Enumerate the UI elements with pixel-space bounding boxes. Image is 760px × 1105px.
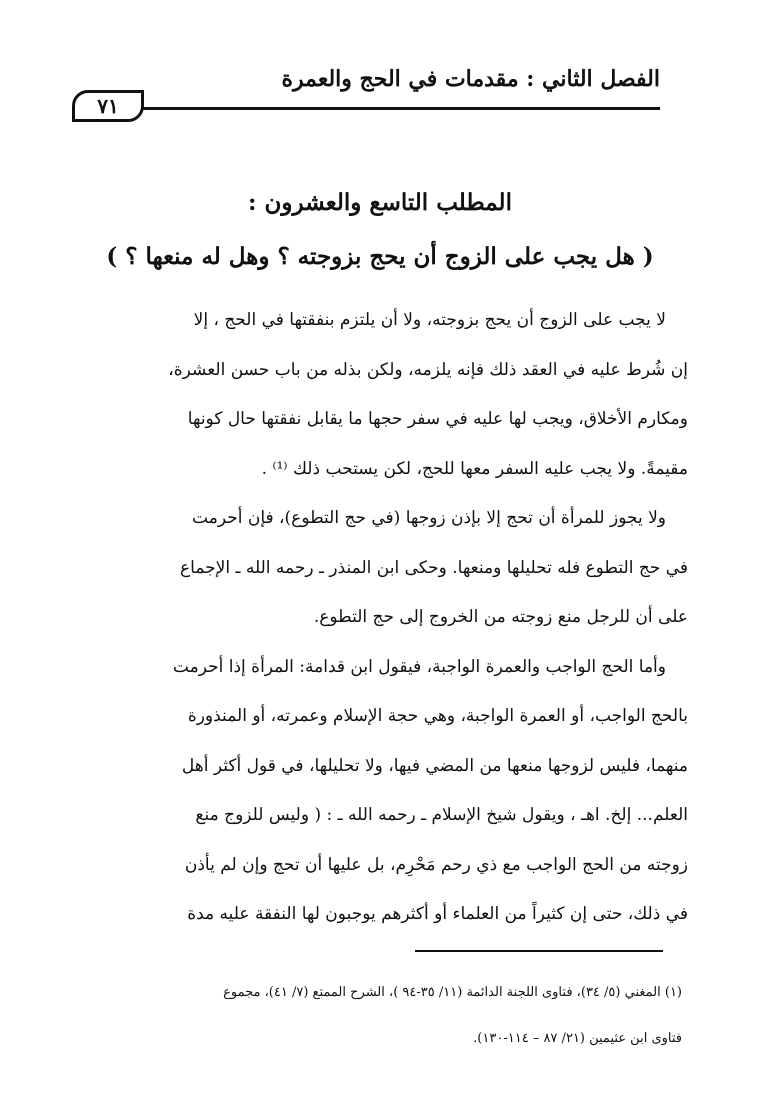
text-line: مقيمةً. ولا يجب عليه السفر معها للحج، لكن يستحب ذلك ⁽¹⁾ . (261, 458, 688, 479)
text-line: بالحج الواجب، أو العمرة الواجبة، وهي حجة الإسلام وعمرته، أو المنذورة (187, 706, 688, 726)
body-text (76, 296, 688, 940)
section-heading (70, 176, 690, 284)
footnote-line: (١) المغني (٥/ ٣٤)، فتاوى اللجنة الدائمة (١١/ ٣٥-٩٤ )، الشرح الممتع (٧/ ٤١)، مجموع (223, 985, 682, 1000)
text-line: منهما، فليس لزوجها منعها من المضي فيها، ولا تحليلها، في قول أكثر أهل (181, 755, 688, 776)
section-question: ( هل يجب على الزوج أن يحج بزوجته ؟ وهل له منعها ؟ ) (106, 243, 654, 270)
footnote-line: فتاوى ابن عثيمين (٢١/ ٨٧ – ١١٤-١٣٠). (473, 1031, 682, 1046)
footnote-separator (415, 950, 663, 952)
footnotes (60, 970, 682, 1062)
text-line: وأما الحج الواجب والعمرة الواجبة، فيقول ابن قدامة: المرأة إذا أحرمت (172, 656, 666, 677)
text-line: ولا يجوز للمرأة أن تحج إلا بإذن زوجها (في حج التطوع)، فإن أحرمت (192, 508, 666, 528)
text-line: إن شُرط عليه في العقد ذلك فإنه يلزمه، ولكن بذله من باب حسن العشرة، (168, 359, 688, 380)
text-line: في حج التطوع فله تحليلها ومنعها. وحكى ابن المنذر ـ رحمه الله ـ الإجماع (180, 557, 688, 578)
text-line: زوجته من الحج الواجب مع ذي رحم مَحْرِم، بل عليها أن تحج وإن لم يأذن (184, 854, 688, 875)
running-header (72, 66, 660, 126)
text-line: على أن للرجل منع زوجته من الخروج إلى حج التطوع. (313, 607, 688, 627)
header-rule (142, 107, 660, 110)
page-number: ٧١ (72, 90, 144, 122)
section-title: المطلب التاسع والعشرون : (248, 189, 512, 216)
text-line: العلم... إلخ. اهـ ، ويقول شيخ الإسلام ـ رحمه الله ـ : ( وليس للزوج منع (195, 805, 688, 825)
chapter-title: الفصل الثاني : مقدمات في الحج والعمرة (281, 66, 660, 92)
text-line: ومكارم الأخلاق، ويجب لها عليه في سفر حجها ما يقابل نفقتها حال كونها (187, 409, 688, 429)
text-line: لا يجب على الزوج أن يحج بزوجته، ولا أن يلتزم بنفقتها في الحج ، إلا (193, 310, 666, 330)
text-line: في ذلك، حتى إن كثيراً من العلماء أو أكثرهم يوجبون لها النفقة عليه مدة (187, 904, 688, 924)
